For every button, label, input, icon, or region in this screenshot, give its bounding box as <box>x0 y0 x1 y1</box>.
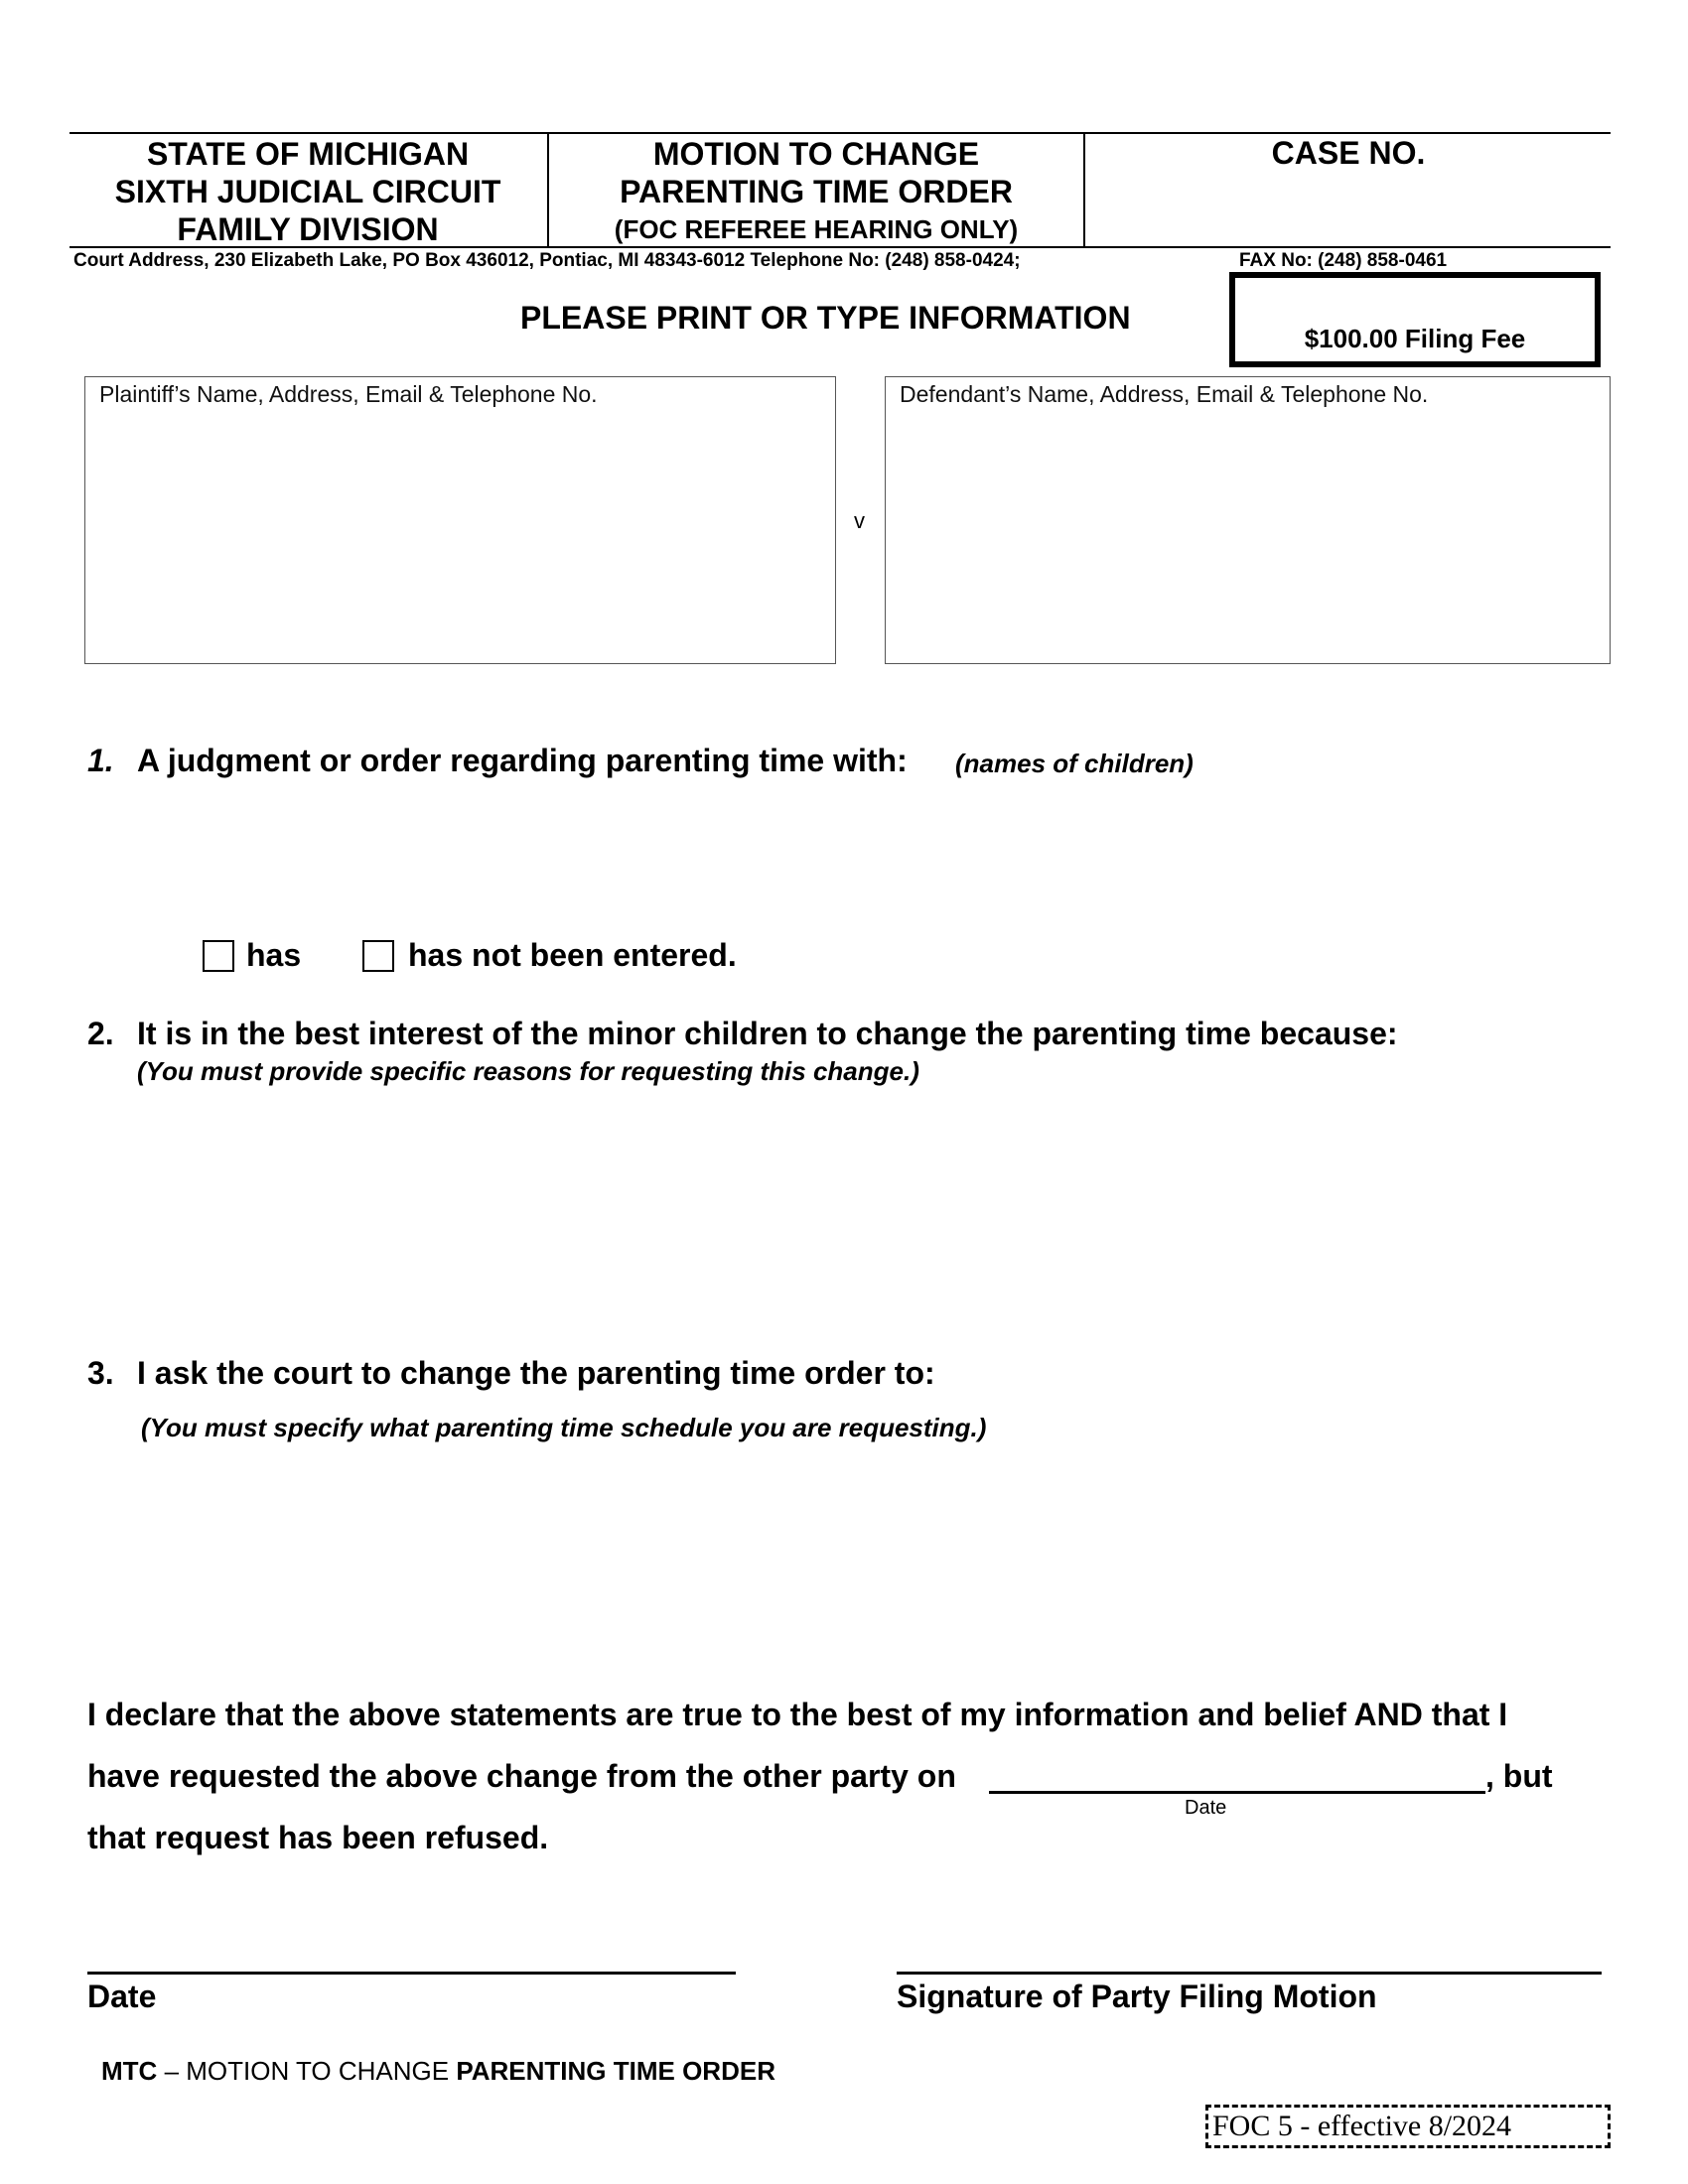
item3-number: 3. <box>87 1355 114 1391</box>
form-footer-title <box>101 2056 775 2087</box>
has-not-checkbox[interactable] <box>362 940 394 972</box>
form-dash: – <box>164 2056 180 2086</box>
defendant-label: Defendant’s Name, Address, Email & Telephone No. <box>900 381 1429 407</box>
instruction-heading: PLEASE PRINT OR TYPE INFORMATION <box>520 300 1131 336</box>
has-option-label: has <box>246 937 302 973</box>
fax-number: FAX No: (248) 858-0461 <box>1239 250 1448 271</box>
plaintiff-label: Plaintiff’s Name, Address, Email & Telephone No. <box>99 381 598 407</box>
court-state: STATE OF MICHIGAN <box>146 136 470 172</box>
declaration-line2-start: have requested the above change from the other party on <box>87 1758 956 1794</box>
form-code: MTC <box>101 2056 158 2086</box>
item1-text: A judgment or order regarding parenting time with: <box>137 743 908 778</box>
form-title-plain: MOTION TO CHANGE <box>186 2056 450 2086</box>
declaration-line1: I declare that the above statements are true to the best of my information and belief AND that I <box>87 1697 1508 1732</box>
item2-note: (You must provide specific reasons for requesting this change.) <box>137 1056 919 1086</box>
case-no-label: CASE NO. <box>1271 135 1426 171</box>
item1-note: (names of children) <box>955 749 1194 778</box>
declaration-date-caption: Date <box>1185 1797 1227 1819</box>
defendant-box[interactable] <box>885 376 1611 664</box>
has-not-option-label: has not been entered. <box>408 937 737 973</box>
form-id-box <box>1205 2105 1611 2148</box>
declaration-line2-end: , but <box>1485 1758 1553 1794</box>
item2-number: 2. <box>87 1016 114 1051</box>
court-address: Court Address, 230 Elizabeth Lake, PO Box 436012, Pontiac, MI 48343-6012 Telephone No: (248) 858-0424; <box>73 250 1021 271</box>
form-title <box>549 135 1083 248</box>
filing-fee-box <box>1229 272 1601 367</box>
versus-label: v <box>854 508 865 533</box>
has-checkbox[interactable] <box>203 940 234 972</box>
form-title-line3: (FOC REFEREE HEARING ONLY) <box>614 214 1019 244</box>
date-signature-line[interactable] <box>87 1972 736 1975</box>
form-title-line2: PARENTING TIME ORDER <box>620 174 1013 209</box>
date-signature-label: Date <box>87 1979 157 2014</box>
filing-fee-label: $100.00 Filing Fee <box>1304 324 1526 353</box>
court-name <box>70 135 546 248</box>
item3-note: (You must specify what parenting time schedule you are requesting.) <box>141 1413 987 1442</box>
plaintiff-box[interactable] <box>84 376 836 664</box>
party-signature-label: Signature of Party Filing Motion <box>897 1979 1377 2014</box>
court-circuit: SIXTH JUDICIAL CIRCUIT <box>114 174 501 209</box>
form-title-line1: MOTION TO CHANGE <box>652 136 980 172</box>
item1-number: 1. <box>87 743 114 778</box>
court-division: FAMILY DIVISION <box>177 211 439 247</box>
form-title-bold: PARENTING TIME ORDER <box>456 2056 775 2086</box>
party-signature-line[interactable] <box>897 1972 1602 1975</box>
form-id: FOC 5 - effective 8/2024 <box>1212 2110 1512 2142</box>
item2-text: It is in the best interest of the minor children to change the parenting time because: <box>137 1016 1398 1051</box>
declaration-line3: that request has been refused. <box>87 1820 549 1855</box>
item3-text: I ask the court to change the parenting time order to: <box>137 1355 935 1391</box>
declaration-date-field[interactable] <box>989 1791 1485 1794</box>
header-top-rule <box>70 132 1611 134</box>
